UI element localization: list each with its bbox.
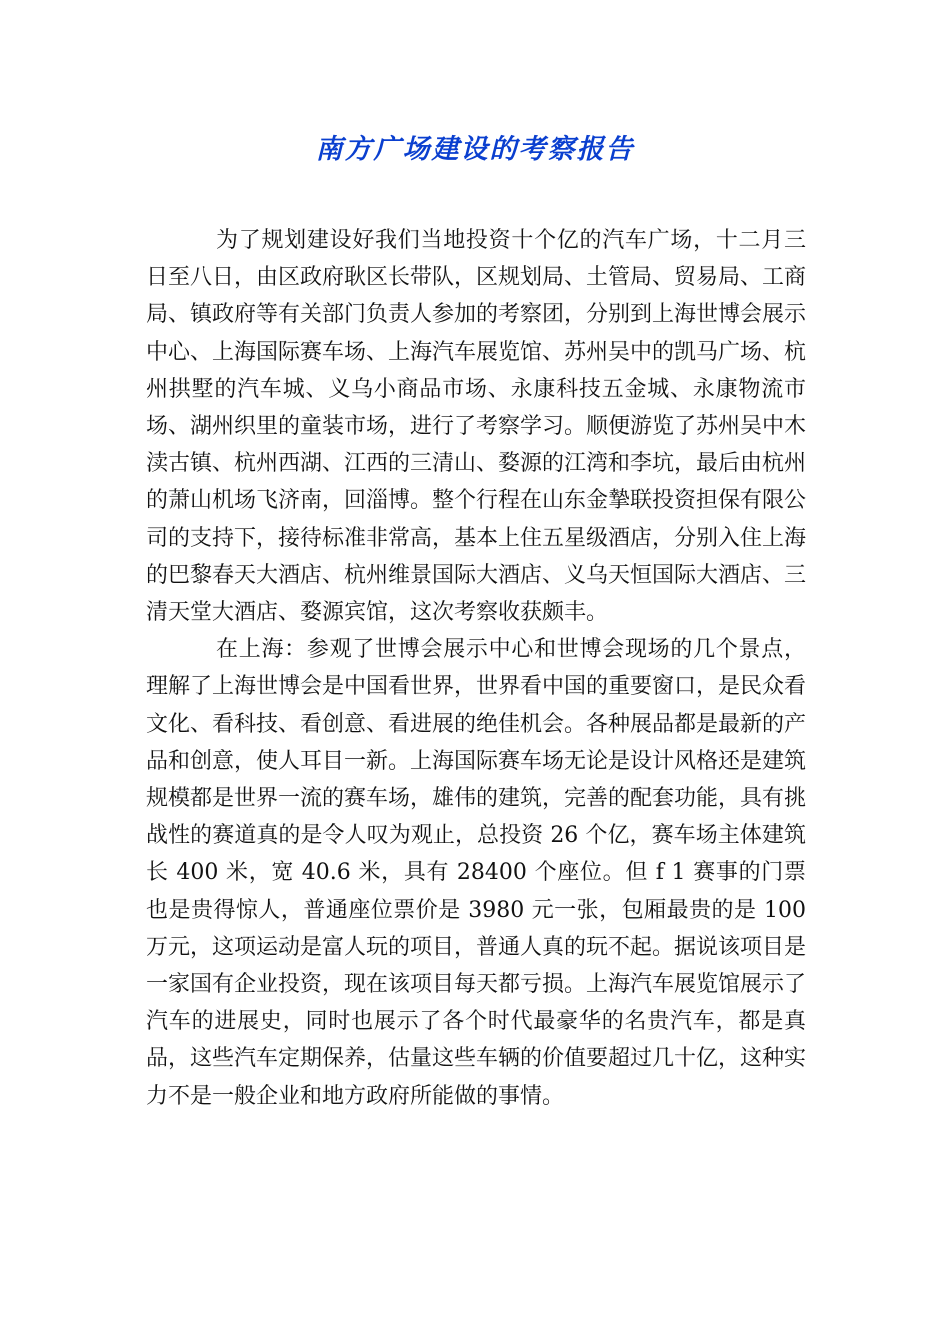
document-body xyxy=(146,222,806,1115)
paragraph-shanghai: 在上海：参观了世博会展示中心和世博会现场的几个景点，理解了上海世博会是中国看世界，世界看中国的重要窗口，是民众看文化、看科技、看创意、看进展的绝佳机会。各种展品都是最新的产品和创意，使人耳目一新。上海国际赛车场无论是设计风格还是建筑规模都是世界一流的赛车场，雄伟的建筑，完善的配套功能，具有挑战性的赛道真的是令人叹为观止，总投资 26 个亿，赛车场主体建筑长 400 米，宽 40.6 米，具有 28400 个座位。但 f 1 赛事的门票也是贵得惊人，普通座位票价是 3980 元一张，包厢最贵的是 100 万元，这项运动是富人玩的项目，普通人真的玩不起。据说该项目是一家国有企业投资，现在该项目每天都亏损。上海汽车展览馆展示了汽车的进展史，同时也展示了各个时代最豪华的名贵汽车，都是真品，这些汽车定期保养，估量这些车辆的价值要超过几十亿，这种实力不是一般企业和地方政府所能做的事情。 xyxy=(146,637,807,1109)
paragraph-intro: 为了规划建设好我们当地投资十个亿的汽车广场，十二月三日至八日，由区政府耿区长带队，区规划局、土管局、贸易局、工商局、镇政府等有关部门负责人参加的考察团，分别到上海世博会展示中心、上海国际赛车场、上海汽车展览馆、苏州吴中的凯马广场、杭州拱墅的汽车城、义乌小商品市场、永康科技五金城、永康物流市场、湖州织里的童装市场，进行了考察学习。顺便游览了苏州吴中木渎古镇、杭州西湖、江西的三清山、婺源的江湾和李坑，最后由杭州的萧山机场飞济南，回淄博。整个行程在山东金摯联投资担保有限公司的支持下，接待标准非常高，基本上住五星级酒店，分别入住上海的巴黎春天大酒店、杭州维景国际大酒店、义乌天恒国际大酒店、三清天堂大酒店、婺源宾馆，这次考察收获颇丰。 xyxy=(146,228,807,626)
document-title: 南方广场建设的考察报告 xyxy=(315,134,635,165)
